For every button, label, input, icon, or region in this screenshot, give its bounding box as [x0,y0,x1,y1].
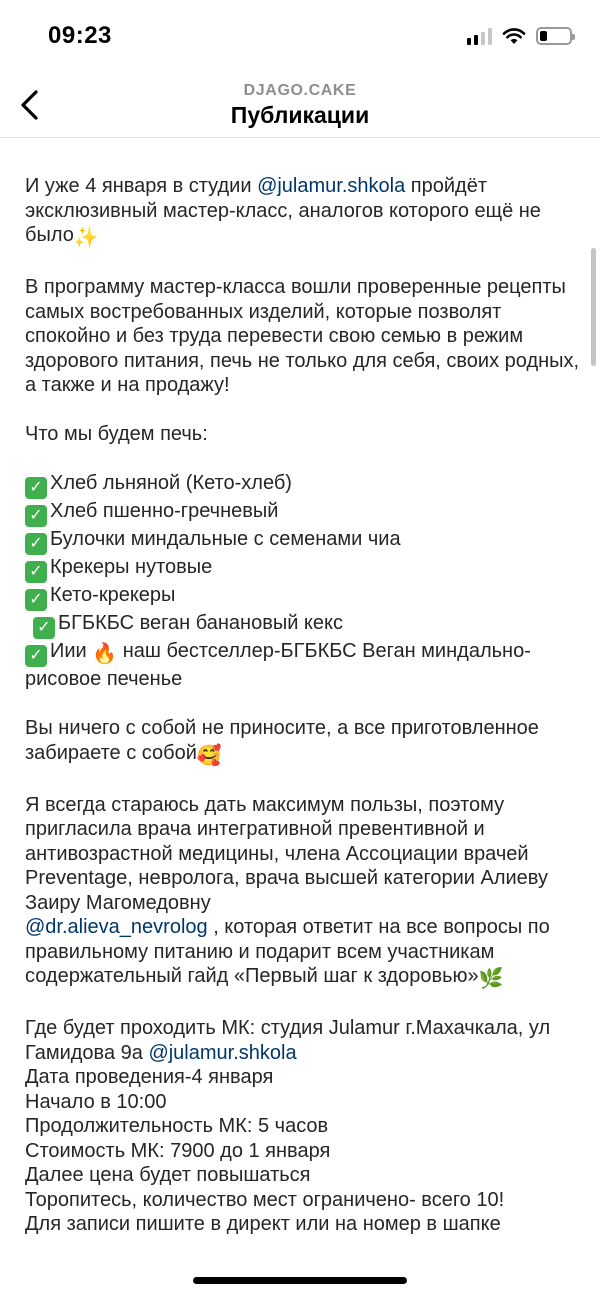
list-item: ✓ Иии 🔥 наш бестселлер-БГБКБС Веган миндально-рисовое печенье [25,640,531,690]
caption-paragraph-list-title: Что мы будем печь: [25,423,208,445]
list-item: ✓ Булочки миндальные с семенами чиа [25,527,585,555]
list-item: ✓ БГБКБС веган банановый кекс [25,611,585,639]
detail-line: Начало в 10:00 [25,1090,167,1113]
mention-link[interactable]: @julamur.shkola [257,175,406,197]
page-title: Публикации [230,102,370,128]
status-icons [467,27,572,45]
wifi-icon [502,27,526,45]
caption-paragraph-doctor: Я всегда стараюсь дать максимум пользы, поэтому пригласила врача интегративной превентивной и антивозрастной медицины, члена Ассоциации врачей Preventage, невролога, врача высшей категории Алиеву Заиру Магомедовну @dr.alieva_nevrolog , которая ответит на все вопросы по правильному питанию и подарит всем участникам содержательный гайд «Первый шаг к здоровью»🌿 [25,793,550,990]
battery-level [540,31,547,41]
list-item: ✓ Кето-крекеры [25,583,585,611]
detail-line: Торопитесь, количество мест ограничено- всего 10! [25,1188,505,1211]
mention-link[interactable]: @julamur.shkola [148,1041,297,1064]
list-item: ✓ Хлеб пшенно-гречневый [25,499,585,527]
check-mark-icon: ✓ [25,477,47,499]
caption-paragraph-bring: Вы ничего с собой не приносите, а все приготовленное забираете с собой🥰 [25,717,539,767]
detail-line: Далее цена будет повышаться [25,1164,311,1186]
home-indicator[interactable] [193,1277,407,1284]
caption-paragraph-intro: И уже 4 января в студии @julamur.shkola пройдёт эксклюзивный мастер-класс, аналогов которого ещё не было✨ [25,175,541,249]
detail-line: Дата проведения-4 января [25,1066,274,1088]
detail-line: Стоимость МК: 7900 до 1 января [25,1139,331,1162]
sparkles-icon: ✨ [73,227,99,249]
check-mark-icon: ✓ [25,645,47,667]
smiling-hearts-icon: 🥰 [196,744,222,767]
detail-line: Где будет проходить МК: студия Julamur г.Махачкала, ул Гамидова 9а @julamur.shkola [25,1017,551,1064]
list-item: ✓ Крекеры нутовые [25,555,585,583]
battery-icon [536,27,572,45]
cellular-signal-icon [467,27,492,45]
check-mark-icon: ✓ [25,533,47,555]
list-item: ✓ Хлеб льняной (Кето-хлеб) [25,471,585,499]
check-mark-icon: ✓ [25,505,47,527]
fire-icon: 🔥 [92,643,118,665]
check-mark-icon: ✓ [25,561,47,583]
recipe-list [25,471,585,692]
scrollbar[interactable] [591,248,596,366]
event-details [25,1016,585,1237]
mention-link[interactable]: @dr.alieva_nevrolog [25,916,208,938]
detail-line: Для записи пишите в директ или на номер в шапке [25,1213,501,1235]
status-bar [0,0,600,76]
post-caption [25,174,585,1237]
header-username[interactable]: DJAGO.CAKE [243,82,357,99]
herb-icon: 🌿 [478,968,504,990]
nav-header [0,76,600,138]
check-mark-icon: ✓ [25,589,47,611]
check-mark-icon: ✓ [33,617,55,639]
status-time: 09:23 [48,22,112,49]
caption-paragraph-program: В программу мастер-класса вошли проверенные рецепты самых востребованных изделий, которые позволят спокойно и без труда перевести свою семью в режим здорового питания, печь не только для себя, своих родных, а также и на продажу! [25,276,580,396]
detail-line: Продолжительность МК: 5 часов [25,1115,329,1137]
